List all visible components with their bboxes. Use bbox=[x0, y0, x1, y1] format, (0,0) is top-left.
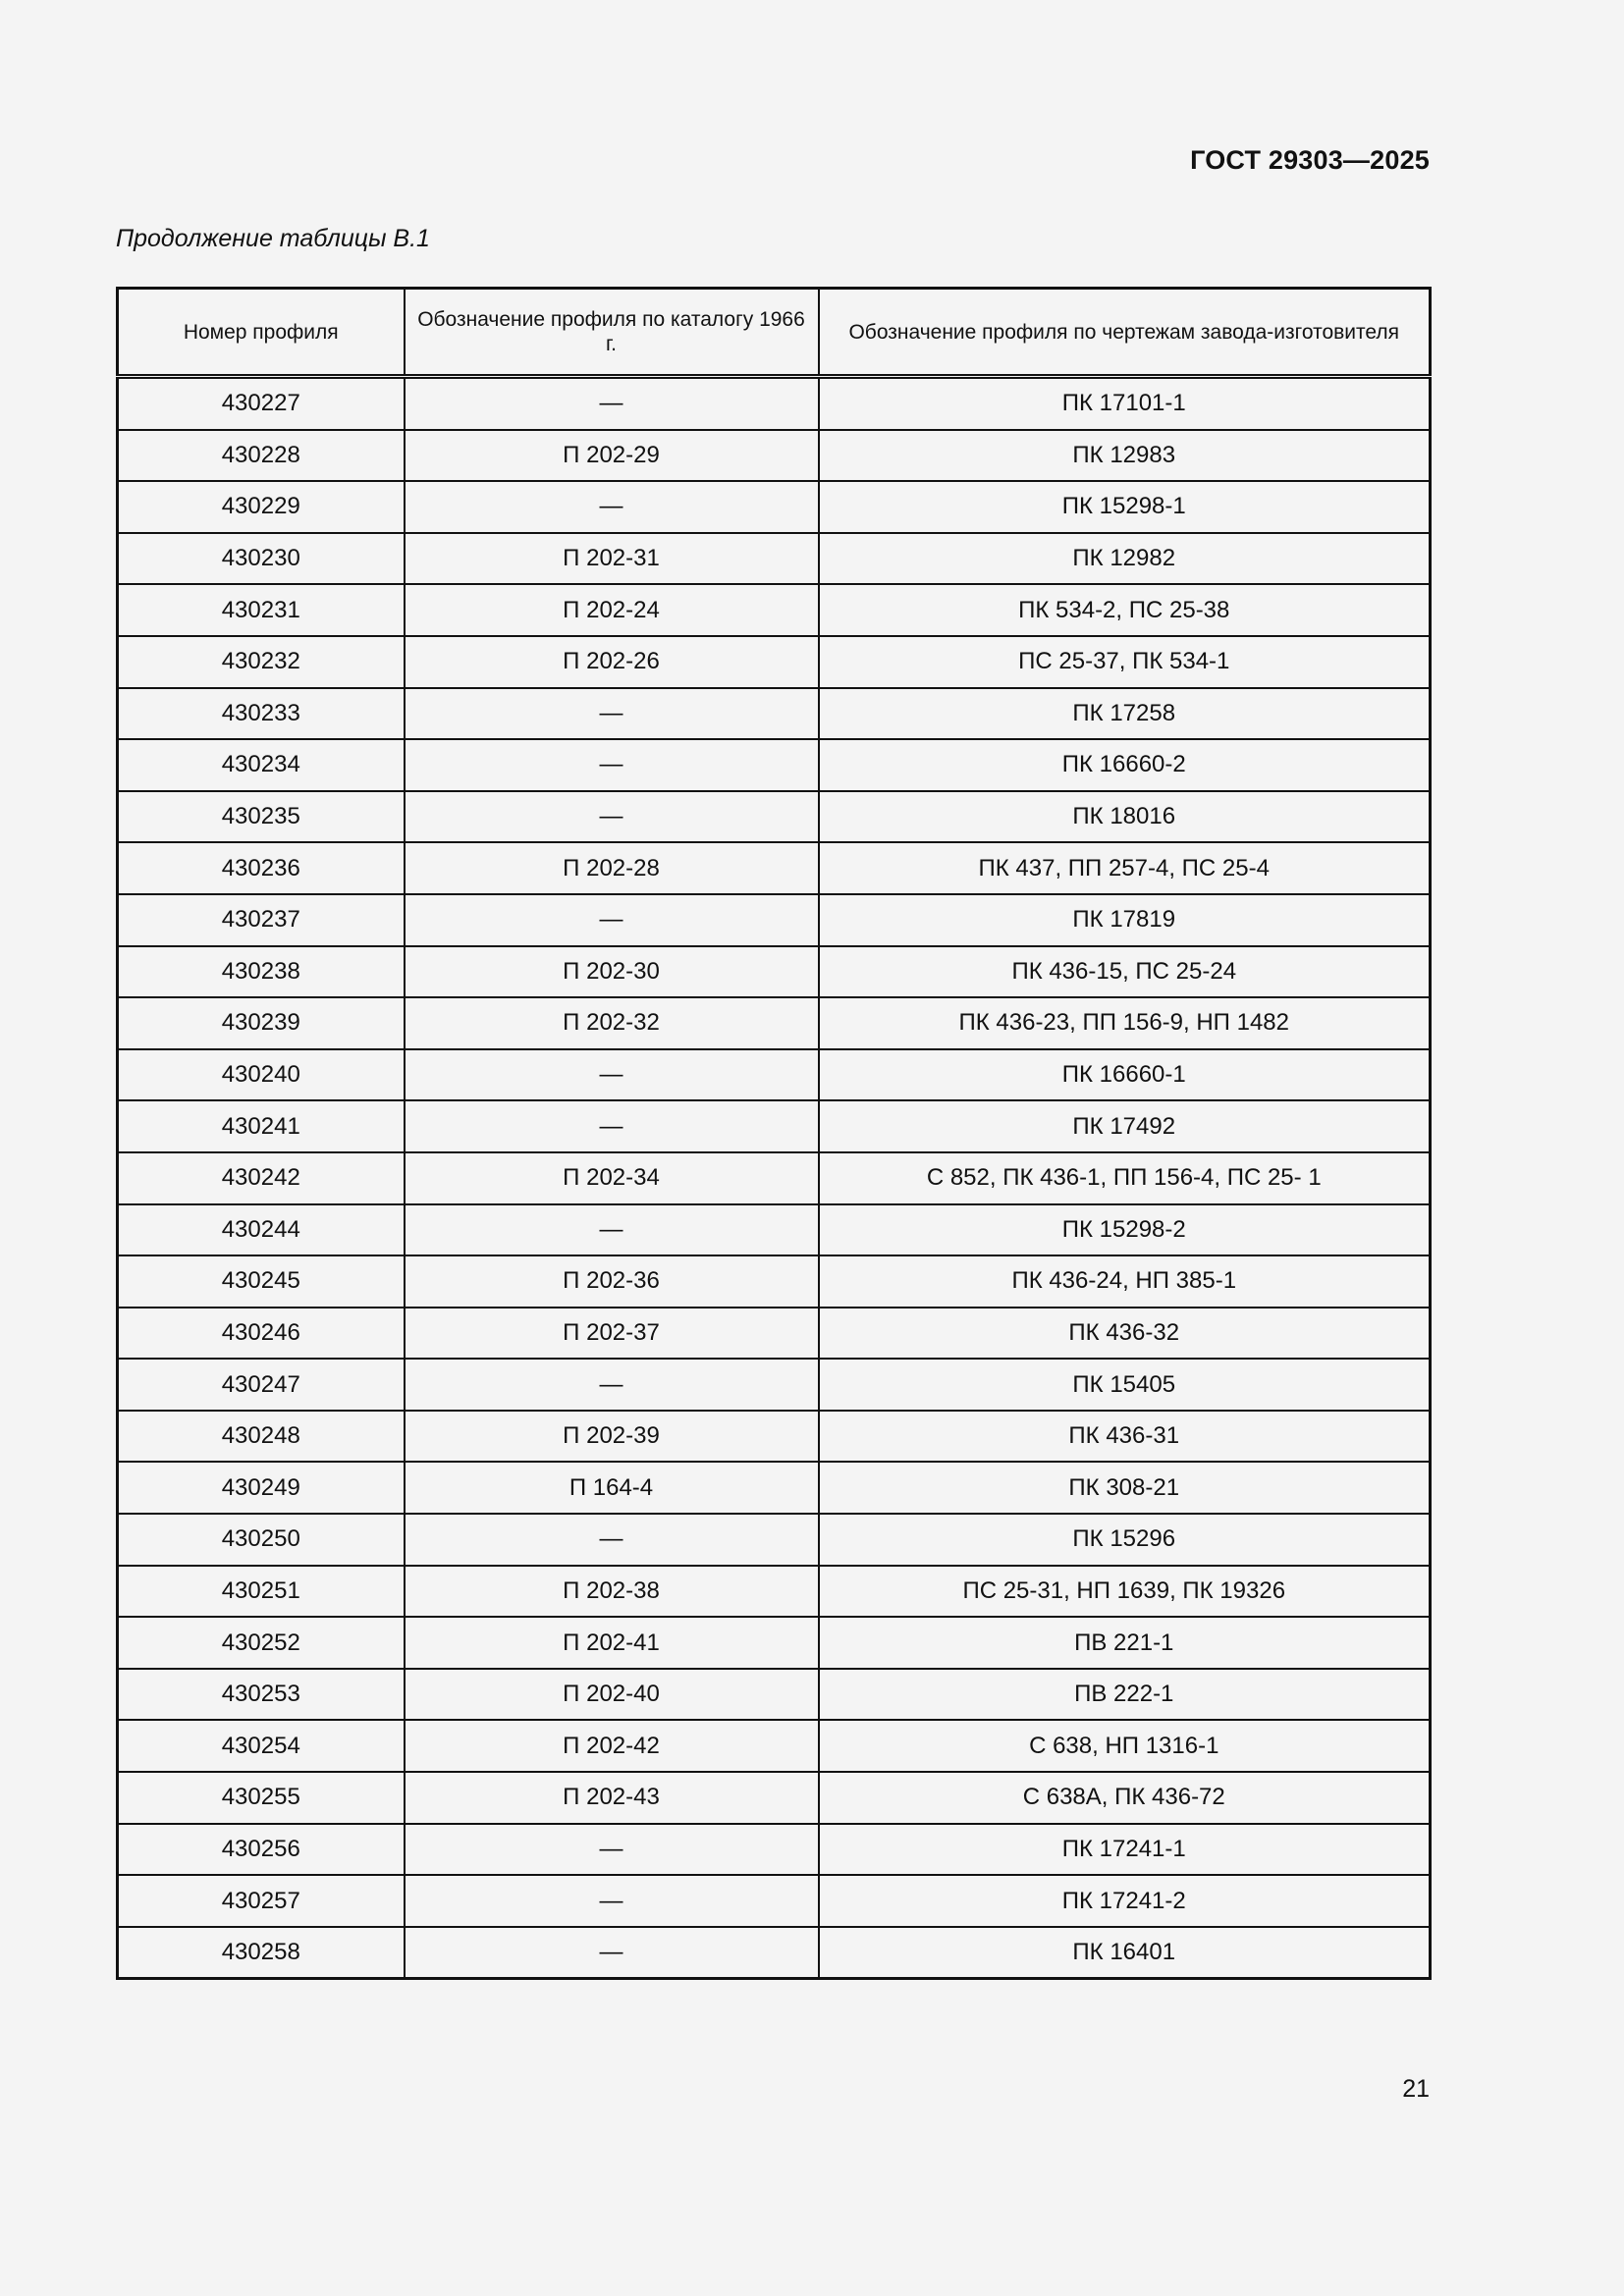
table-header bbox=[118, 289, 1431, 377]
catalog-designation-cell: П 202-34 bbox=[405, 1152, 819, 1204]
catalog-designation-cell: П 202-31 bbox=[405, 533, 819, 585]
catalog-designation-cell: П 202-37 bbox=[405, 1308, 819, 1360]
profile-number-cell: 430231 bbox=[118, 584, 405, 636]
factory-designation-cell: С 638, НП 1316-1 bbox=[819, 1720, 1431, 1772]
catalog-designation-cell: П 202-24 bbox=[405, 584, 819, 636]
table-row bbox=[118, 1359, 1431, 1411]
profile-number-cell: 430254 bbox=[118, 1720, 405, 1772]
factory-designation-cell: ПК 17241-2 bbox=[819, 1875, 1431, 1927]
table-row bbox=[118, 430, 1431, 482]
profile-number-cell: 430230 bbox=[118, 533, 405, 585]
table-row bbox=[118, 842, 1431, 894]
factory-designation-cell: ПК 534-2, ПС 25-38 bbox=[819, 584, 1431, 636]
table-row bbox=[118, 1204, 1431, 1256]
factory-designation-cell: ПК 16660-2 bbox=[819, 739, 1431, 791]
catalog-designation-cell: П 202-29 bbox=[405, 430, 819, 482]
profile-number-cell: 430249 bbox=[118, 1462, 405, 1514]
profile-number-cell: 430229 bbox=[118, 481, 405, 533]
profile-number-cell: 430245 bbox=[118, 1255, 405, 1308]
catalog-designation-cell: — bbox=[405, 791, 819, 843]
profile-number-cell: 430247 bbox=[118, 1359, 405, 1411]
factory-designation-cell: ПК 308-21 bbox=[819, 1462, 1431, 1514]
table-row bbox=[118, 1875, 1431, 1927]
catalog-designation-cell: П 202-39 bbox=[405, 1411, 819, 1463]
profile-number-cell: 430257 bbox=[118, 1875, 405, 1927]
table-row bbox=[118, 1255, 1431, 1308]
factory-designation-cell: ПК 436-23, ПП 156-9, НП 1482 bbox=[819, 997, 1431, 1049]
table-row bbox=[118, 636, 1431, 688]
profile-number-cell: 430236 bbox=[118, 842, 405, 894]
table-row bbox=[118, 739, 1431, 791]
table-row bbox=[118, 1411, 1431, 1463]
table-row bbox=[118, 1824, 1431, 1876]
table-caption: Продолжение таблицы В.1 bbox=[116, 225, 430, 252]
catalog-designation-cell: П 202-30 bbox=[405, 946, 819, 998]
catalog-designation-cell: П 202-38 bbox=[405, 1566, 819, 1618]
factory-designation-cell: ПК 15405 bbox=[819, 1359, 1431, 1411]
table-body bbox=[118, 377, 1431, 1979]
catalog-designation-cell: П 164-4 bbox=[405, 1462, 819, 1514]
factory-designation-cell: ПК 15298-1 bbox=[819, 481, 1431, 533]
catalog-designation-cell: — bbox=[405, 1875, 819, 1927]
table-row bbox=[118, 688, 1431, 740]
profile-number-cell: 430241 bbox=[118, 1100, 405, 1152]
catalog-designation-cell: — bbox=[405, 1824, 819, 1876]
catalog-designation-cell: — bbox=[405, 688, 819, 740]
factory-designation-cell: ПК 17819 bbox=[819, 894, 1431, 946]
factory-designation-cell: ПК 16660-1 bbox=[819, 1049, 1431, 1101]
factory-designation-cell: ПК 436-31 bbox=[819, 1411, 1431, 1463]
document-code: ГОСТ 29303—2025 bbox=[1190, 145, 1430, 175]
catalog-designation-cell: — bbox=[405, 1927, 819, 1979]
table-row bbox=[118, 377, 1431, 430]
factory-designation-cell: ПК 17258 bbox=[819, 688, 1431, 740]
profile-number-cell: 430256 bbox=[118, 1824, 405, 1876]
column-header-profile-number: Номер профиля bbox=[118, 289, 405, 377]
profile-number-cell: 430228 bbox=[118, 430, 405, 482]
catalog-designation-cell: П 202-43 bbox=[405, 1772, 819, 1824]
profile-number-cell: 430244 bbox=[118, 1204, 405, 1256]
catalog-designation-cell: П 202-41 bbox=[405, 1617, 819, 1669]
profile-number-cell: 430234 bbox=[118, 739, 405, 791]
factory-designation-cell: ПК 12982 bbox=[819, 533, 1431, 585]
profile-number-cell: 430253 bbox=[118, 1669, 405, 1721]
header-row bbox=[118, 289, 1431, 377]
catalog-designation-cell: П 202-42 bbox=[405, 1720, 819, 1772]
catalog-designation-cell: П 202-36 bbox=[405, 1255, 819, 1308]
table-row bbox=[118, 1049, 1431, 1101]
table-row bbox=[118, 1462, 1431, 1514]
catalog-designation-cell: — bbox=[405, 1204, 819, 1256]
table-row bbox=[118, 481, 1431, 533]
factory-designation-cell: ПК 436-32 bbox=[819, 1308, 1431, 1360]
factory-designation-cell: ПВ 222-1 bbox=[819, 1669, 1431, 1721]
profile-number-cell: 430250 bbox=[118, 1514, 405, 1566]
catalog-designation-cell: П 202-26 bbox=[405, 636, 819, 688]
profile-number-cell: 430227 bbox=[118, 377, 405, 430]
profile-table bbox=[116, 287, 1432, 1980]
table-row bbox=[118, 1308, 1431, 1360]
table-row bbox=[118, 1514, 1431, 1566]
factory-designation-cell: ПК 17101-1 bbox=[819, 377, 1431, 430]
table-row bbox=[118, 533, 1431, 585]
table-row bbox=[118, 1772, 1431, 1824]
table-row bbox=[118, 584, 1431, 636]
table-row bbox=[118, 1927, 1431, 1979]
profile-number-cell: 430242 bbox=[118, 1152, 405, 1204]
factory-designation-cell: С 638А, ПК 436-72 bbox=[819, 1772, 1431, 1824]
factory-designation-cell: С 852, ПК 436-1, ПП 156-4, ПС 25- 1 bbox=[819, 1152, 1431, 1204]
catalog-designation-cell: — bbox=[405, 1049, 819, 1101]
factory-designation-cell: ПК 18016 bbox=[819, 791, 1431, 843]
profile-number-cell: 430246 bbox=[118, 1308, 405, 1360]
factory-designation-cell: ПК 16401 bbox=[819, 1927, 1431, 1979]
catalog-designation-cell: — bbox=[405, 739, 819, 791]
factory-designation-cell: ПК 12983 bbox=[819, 430, 1431, 482]
profile-number-cell: 430258 bbox=[118, 1927, 405, 1979]
factory-designation-cell: ПК 15298-2 bbox=[819, 1204, 1431, 1256]
catalog-designation-cell: — bbox=[405, 1359, 819, 1411]
table-row bbox=[118, 1152, 1431, 1204]
profile-number-cell: 430238 bbox=[118, 946, 405, 998]
profile-number-cell: 430251 bbox=[118, 1566, 405, 1618]
table-row bbox=[118, 1669, 1431, 1721]
table-row bbox=[118, 1617, 1431, 1669]
column-header-factory-designation: Обозначение профиля по чертежам завода-изготовителя bbox=[819, 289, 1431, 377]
factory-designation-cell: ПС 25-31, НП 1639, ПК 19326 bbox=[819, 1566, 1431, 1618]
factory-designation-cell: ПС 25-37, ПК 534-1 bbox=[819, 636, 1431, 688]
profile-number-cell: 430240 bbox=[118, 1049, 405, 1101]
factory-designation-cell: ПК 17492 bbox=[819, 1100, 1431, 1152]
catalog-designation-cell: — bbox=[405, 481, 819, 533]
catalog-designation-cell: — bbox=[405, 894, 819, 946]
table-row bbox=[118, 894, 1431, 946]
factory-designation-cell: ПК 15296 bbox=[819, 1514, 1431, 1566]
column-header-catalog-designation: Обозначение профиля по каталогу 1966 г. bbox=[405, 289, 819, 377]
catalog-designation-cell: — bbox=[405, 1100, 819, 1152]
profile-number-cell: 430252 bbox=[118, 1617, 405, 1669]
factory-designation-cell: ПК 436-24, НП 385-1 bbox=[819, 1255, 1431, 1308]
profile-number-cell: 430248 bbox=[118, 1411, 405, 1463]
catalog-designation-cell: — bbox=[405, 377, 819, 430]
factory-designation-cell: ПК 436-15, ПС 25-24 bbox=[819, 946, 1431, 998]
profile-number-cell: 430232 bbox=[118, 636, 405, 688]
catalog-designation-cell: — bbox=[405, 1514, 819, 1566]
factory-designation-cell: ПК 17241-1 bbox=[819, 1824, 1431, 1876]
page-number: 21 bbox=[1402, 2075, 1430, 2103]
profile-number-cell: 430233 bbox=[118, 688, 405, 740]
factory-designation-cell: ПК 437, ПП 257-4, ПС 25-4 bbox=[819, 842, 1431, 894]
profile-number-cell: 430235 bbox=[118, 791, 405, 843]
catalog-designation-cell: П 202-28 bbox=[405, 842, 819, 894]
catalog-designation-cell: П 202-40 bbox=[405, 1669, 819, 1721]
factory-designation-cell: ПВ 221-1 bbox=[819, 1617, 1431, 1669]
table-row bbox=[118, 1720, 1431, 1772]
profile-number-cell: 430237 bbox=[118, 894, 405, 946]
catalog-designation-cell: П 202-32 bbox=[405, 997, 819, 1049]
profile-number-cell: 430255 bbox=[118, 1772, 405, 1824]
table-row bbox=[118, 1566, 1431, 1618]
table-row bbox=[118, 997, 1431, 1049]
table-row bbox=[118, 791, 1431, 843]
table-row bbox=[118, 1100, 1431, 1152]
table-row bbox=[118, 946, 1431, 998]
profile-number-cell: 430239 bbox=[118, 997, 405, 1049]
